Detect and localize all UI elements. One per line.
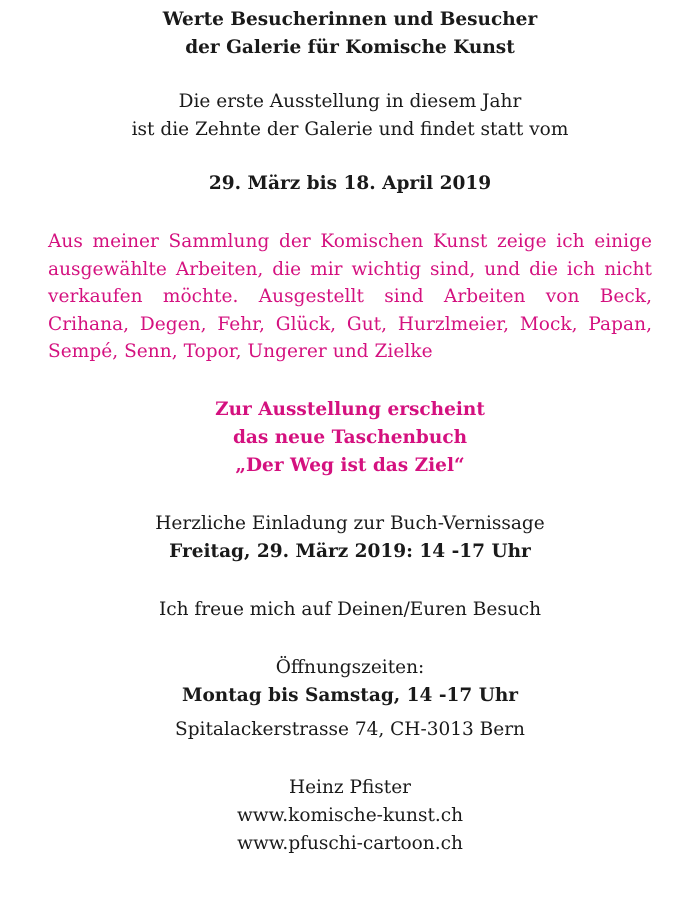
collection-line: Sempé, Senn, Topor, Ungerer und Zielke bbox=[48, 341, 433, 362]
greeting-line-2: der Galerie für Komische Kunst bbox=[185, 37, 515, 58]
intro bbox=[48, 88, 652, 144]
collection-line: Aus meiner Sammlung der Komischen Kunst zeige ich einige bbox=[48, 231, 652, 252]
book-line-1: Zur Ausstellung erscheint bbox=[215, 398, 485, 420]
hours-days: Montag bis Samstag, 14 -17 Uhr bbox=[181, 684, 519, 706]
vernissage-when: Freitag, 29. März 2019: 14 -17 Uhr bbox=[169, 540, 531, 562]
address: Spitalackerstrasse 74, CH-3013 Bern bbox=[175, 718, 525, 740]
opening-hours bbox=[48, 654, 652, 744]
signature-name: Heinz Pfister bbox=[288, 776, 412, 798]
vernissage-invite: Herzliche Einladung zur Buch-Vernissage bbox=[155, 512, 545, 534]
intro-line-2: ist die Zehnte der Galerie und findet statt vom bbox=[131, 119, 569, 140]
signature bbox=[48, 774, 652, 858]
closing-line: Ich freue mich auf Deinen/Euren Besuch bbox=[158, 598, 542, 620]
exhibition-dates: 29. März bis 18. April 2019 bbox=[208, 173, 492, 194]
collection-line: Crihana, Degen, Fehr, Glück, Gut, Hurzlmeier, Mock, Papan, bbox=[48, 313, 652, 335]
book-line-2: das neue Taschenbuch bbox=[232, 426, 468, 448]
greeting-line-1: Werte Besucherinnen und Besucher bbox=[162, 9, 538, 30]
book-title: „Der Weg ist das Ziel“ bbox=[235, 454, 465, 476]
website-link-2[interactable]: www.pfuschi-cartoon.ch bbox=[237, 832, 463, 854]
collection-line: verkaufen möchte. Ausgestellt sind Arbeiten von Beck, bbox=[48, 286, 652, 307]
hours-label: Öffnungszeiten: bbox=[275, 656, 425, 678]
greeting bbox=[48, 6, 652, 62]
collection-paragraph bbox=[48, 228, 652, 366]
vernissage bbox=[48, 510, 652, 566]
collection-line: ausgewählte Arbeiten, die mir wichtig sind, und die ich nicht bbox=[48, 258, 652, 280]
website-link-1[interactable]: www.komische-kunst.ch bbox=[236, 804, 464, 826]
intro-line-1: Die erste Ausstellung in diesem Jahr bbox=[178, 91, 522, 112]
book-announcement bbox=[48, 396, 652, 480]
